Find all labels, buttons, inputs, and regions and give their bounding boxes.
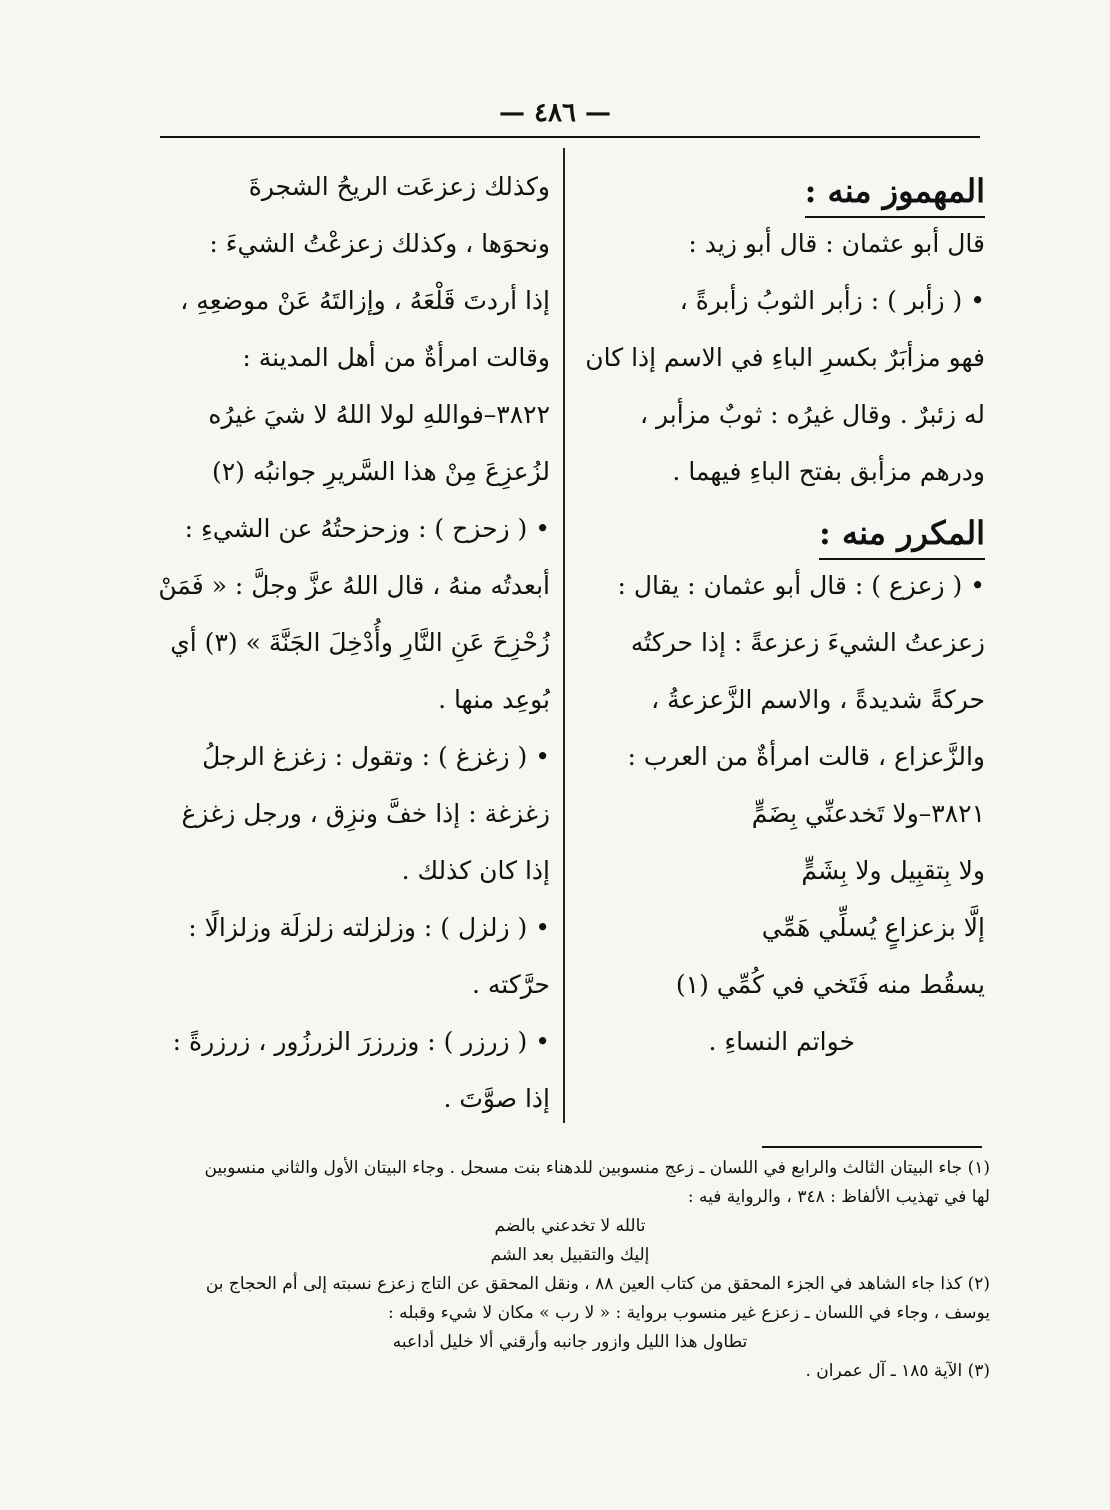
page-number: — ٤٨٦ —: [498, 98, 612, 128]
text-line: إذا صوَّتَ .: [443, 1084, 550, 1113]
column-divider: [563, 148, 565, 1123]
section-heading-repeated: المكرر منه :: [595, 514, 985, 571]
text-line: أبعدتُه منهُ ، قال اللهُ عزَّ وجلَّ : « فَمَنْ: [158, 571, 550, 600]
footnote-line: (٣) الآية ١٨٥ ـ آل عمران .: [805, 1361, 990, 1381]
footnote-rule: [762, 1146, 982, 1148]
footnotes: [150, 1158, 990, 1390]
entry-zaza: • ( زعزع ) : قال أبو عثمان : يقال :: [617, 571, 985, 600]
text-line: زغزغة : إذا خفَّ ونزِق ، ورجل زغزغ: [181, 799, 550, 828]
verse-line: ٣٨٢٢–فواللهِ لولا اللهُ لا شيَ غيرُه: [208, 400, 550, 429]
text-line: بُوعِد منها .: [438, 685, 550, 714]
verse-line: ولا بِتقبِيل ولا بِشَمٍّ: [801, 856, 985, 885]
text-line: زُحْزِحَ عَنِ النَّارِ وأُدْخِلَ الجَنَّةَ » (٣) أي: [170, 628, 550, 657]
text-line: إذا أردتَ قَلْعَهُ ، وإزالتَهُ عَنْ موضعِهِ ،: [180, 286, 550, 315]
entry-zabar: • ( زأبر ) : زأبر الثوبُ زأبرةً ،: [679, 286, 985, 315]
verse-line: ٣٨٢١–ولا تَخدعنِّي بِضَمٍّ: [751, 799, 985, 828]
text-line: له زئبرٌ . وقال غيرُه : ثوبٌ مزأبر ،: [639, 400, 985, 429]
text-line: حركةً شديدةً ، والاسم الزَّعزعةُ ،: [651, 685, 985, 714]
text-line: ونحوَها ، وكذلك زعزعْتُ الشيءَ :: [209, 229, 550, 258]
text-line: زعزعتُ الشيءَ زعزعةً : إذا حركتُه: [630, 628, 985, 657]
text-line: ودرهم مزأبق بفتح الباءِ فيهما .: [672, 457, 985, 486]
left-column: [155, 172, 550, 1141]
footnote-verse: تالله لا تخدعني بالضم: [494, 1216, 646, 1236]
footnote-line: (٢) كذا جاء الشاهد في الجزء المحقق من كتاب العين ٨٨ ، ونقل المحقق عن التاج زعزع نسبته إلى أم الحجاج بن: [205, 1274, 990, 1294]
entry-zahzah: • ( زحزح ) : وزحزحتُهُ عن الشيءِ :: [184, 514, 550, 543]
verse-line: يسقُط منه فَتَخي في كُمِّي (١): [675, 970, 985, 999]
text-line: والزَّعزاع ، قالت امرأةٌ من العرب :: [627, 742, 985, 771]
entry-zarzar: • ( زرزر ) : وزرزرَ الزرزُور ، زرزرةً :: [172, 1027, 550, 1056]
text-line: وقالت امرأةٌ من أهل المدينة :: [242, 343, 550, 372]
header-rule: [160, 136, 980, 138]
text-line: قال أبو عثمان : قال أبو زيد :: [688, 229, 985, 258]
footnote-line: لها في تهذيب الألفاظ : ٣٤٨ ، والرواية فيه :: [687, 1187, 990, 1207]
text-line: وكذلك زعزعَت الريحُ الشجرةَ: [248, 172, 550, 201]
footnote-line: يوسف ، وجاء في اللسان ـ زعزع غير منسوب برواية : « لا رب » مكان لا شيء وقبله :: [387, 1303, 990, 1323]
entry-zalzal: • ( زلزل ) : وزلزلته زلزلَة وزلزالًا :: [188, 913, 550, 942]
section-heading-hamzated: المهموز منه :: [595, 172, 985, 229]
footnote-verse: إليك والتقبيل بعد الشم: [490, 1245, 650, 1265]
text-line: حرَّكته .: [472, 970, 550, 999]
text-line: فهو مزأبَرٌ بكسرِ الباءِ في الاسم إذا كان: [585, 343, 985, 372]
footnote-verse: تطاول هذا الليل وازور جانبه وأرقني ألا خليل أداعبه: [392, 1332, 748, 1352]
text-line: خواتم النساءِ .: [708, 1027, 855, 1056]
text-line: إذا كان كذلك .: [401, 856, 550, 885]
verse-line: إلَّا بزعزاعٍ يُسلِّي هَمِّي: [761, 913, 985, 942]
verse-line: لزُعزِعَ مِنْ هذا السَّريرِ جوانبُه (٢): [211, 457, 550, 486]
right-column: [585, 172, 985, 1084]
footnote-line: (١) جاء البيتان الثالث والرابع في اللسان ـ زعج منسوبين للدهناء بنت مسحل . وجاء البيتان الأول والثاني منسوبين: [204, 1158, 990, 1178]
entry-zaghzagh: • ( زغزغ ) : وتقول : زغزغ الرجلُ: [202, 742, 550, 771]
